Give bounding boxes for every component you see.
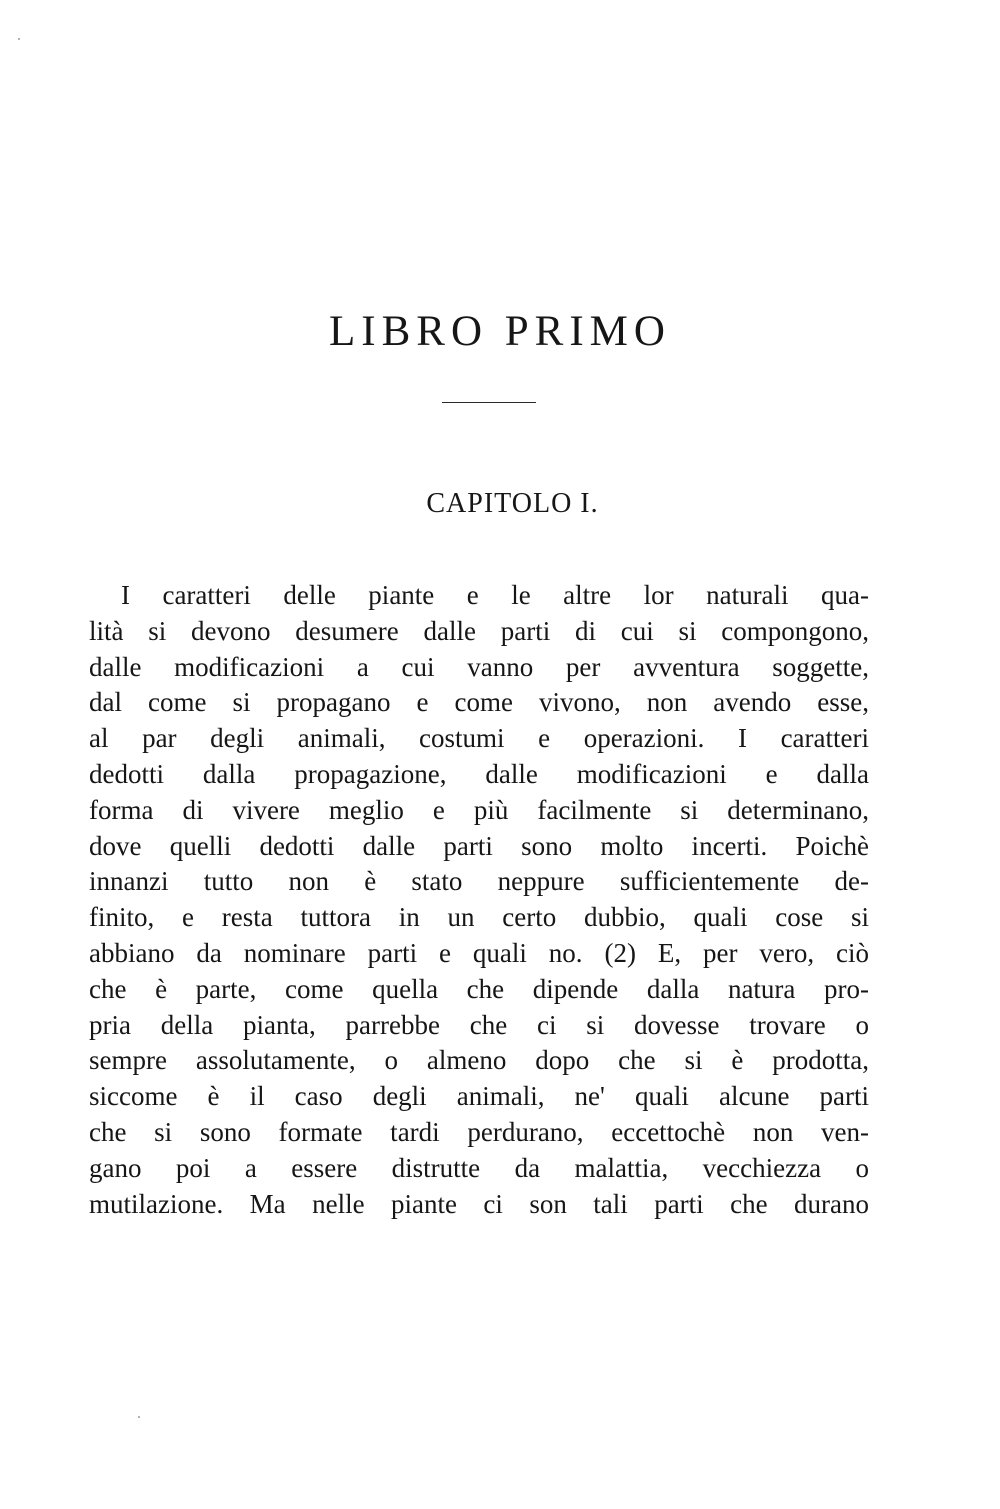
text-line: dalle modificazioni a cui vanno per avventura soggette,	[89, 651, 869, 682]
text-line: innanzi tutto non è stato neppure sufficientemente de-	[89, 866, 869, 897]
text-line: lità si devono desumere dalle parti di cui si compongono,	[89, 615, 869, 646]
scan-speck	[138, 1416, 140, 1418]
chapter-title: CAPITOLO I.	[426, 488, 599, 519]
text-line: abbiano da nominare parti e quali no. (2) E, per vero, ciò	[89, 937, 869, 968]
text-line: gano poi a essere distrutte da malattia, vecchiezza o	[89, 1152, 869, 1183]
text-line: dedotti dalla propagazione, dalle modificazioni e dalla	[89, 758, 869, 789]
body-paragraph	[89, 578, 869, 1222]
text-line: al par degli animali, costumi e operazioni. I caratteri	[89, 723, 869, 754]
book-title: LIBRO PRIMO	[329, 308, 671, 355]
text-line: che si sono formate tardi perdurano, eccettochè non ven-	[89, 1116, 869, 1147]
text-line: che è parte, come quella che dipende dalla natura pro-	[89, 973, 869, 1004]
text-line: mutilazione. Ma nelle piante ci son tali parti che durano	[89, 1188, 869, 1219]
text-line: dove quelli dedotti dalle parti sono molto incerti. Poichè	[89, 830, 869, 861]
text-line: I caratteri delle piante e le altre lor naturali qua-	[121, 580, 869, 610]
text-line: finito, e resta tuttora in un certo dubbio, quali cose si	[89, 902, 869, 933]
text-line: siccome è il caso degli animali, ne' quali alcune parti	[89, 1081, 869, 1112]
title-rule	[442, 402, 536, 403]
scan-speck	[18, 38, 20, 40]
text-line: dal come si propagano e come vivono, non avendo esse,	[89, 687, 869, 718]
text-line: pria della pianta, parrebbe che ci si dovesse trovare o	[89, 1009, 869, 1040]
text-line: forma di vivere meglio e più facilmente si determinano,	[89, 794, 869, 825]
text-line: sempre assolutamente, o almeno dopo che si è prodotta,	[89, 1045, 869, 1076]
